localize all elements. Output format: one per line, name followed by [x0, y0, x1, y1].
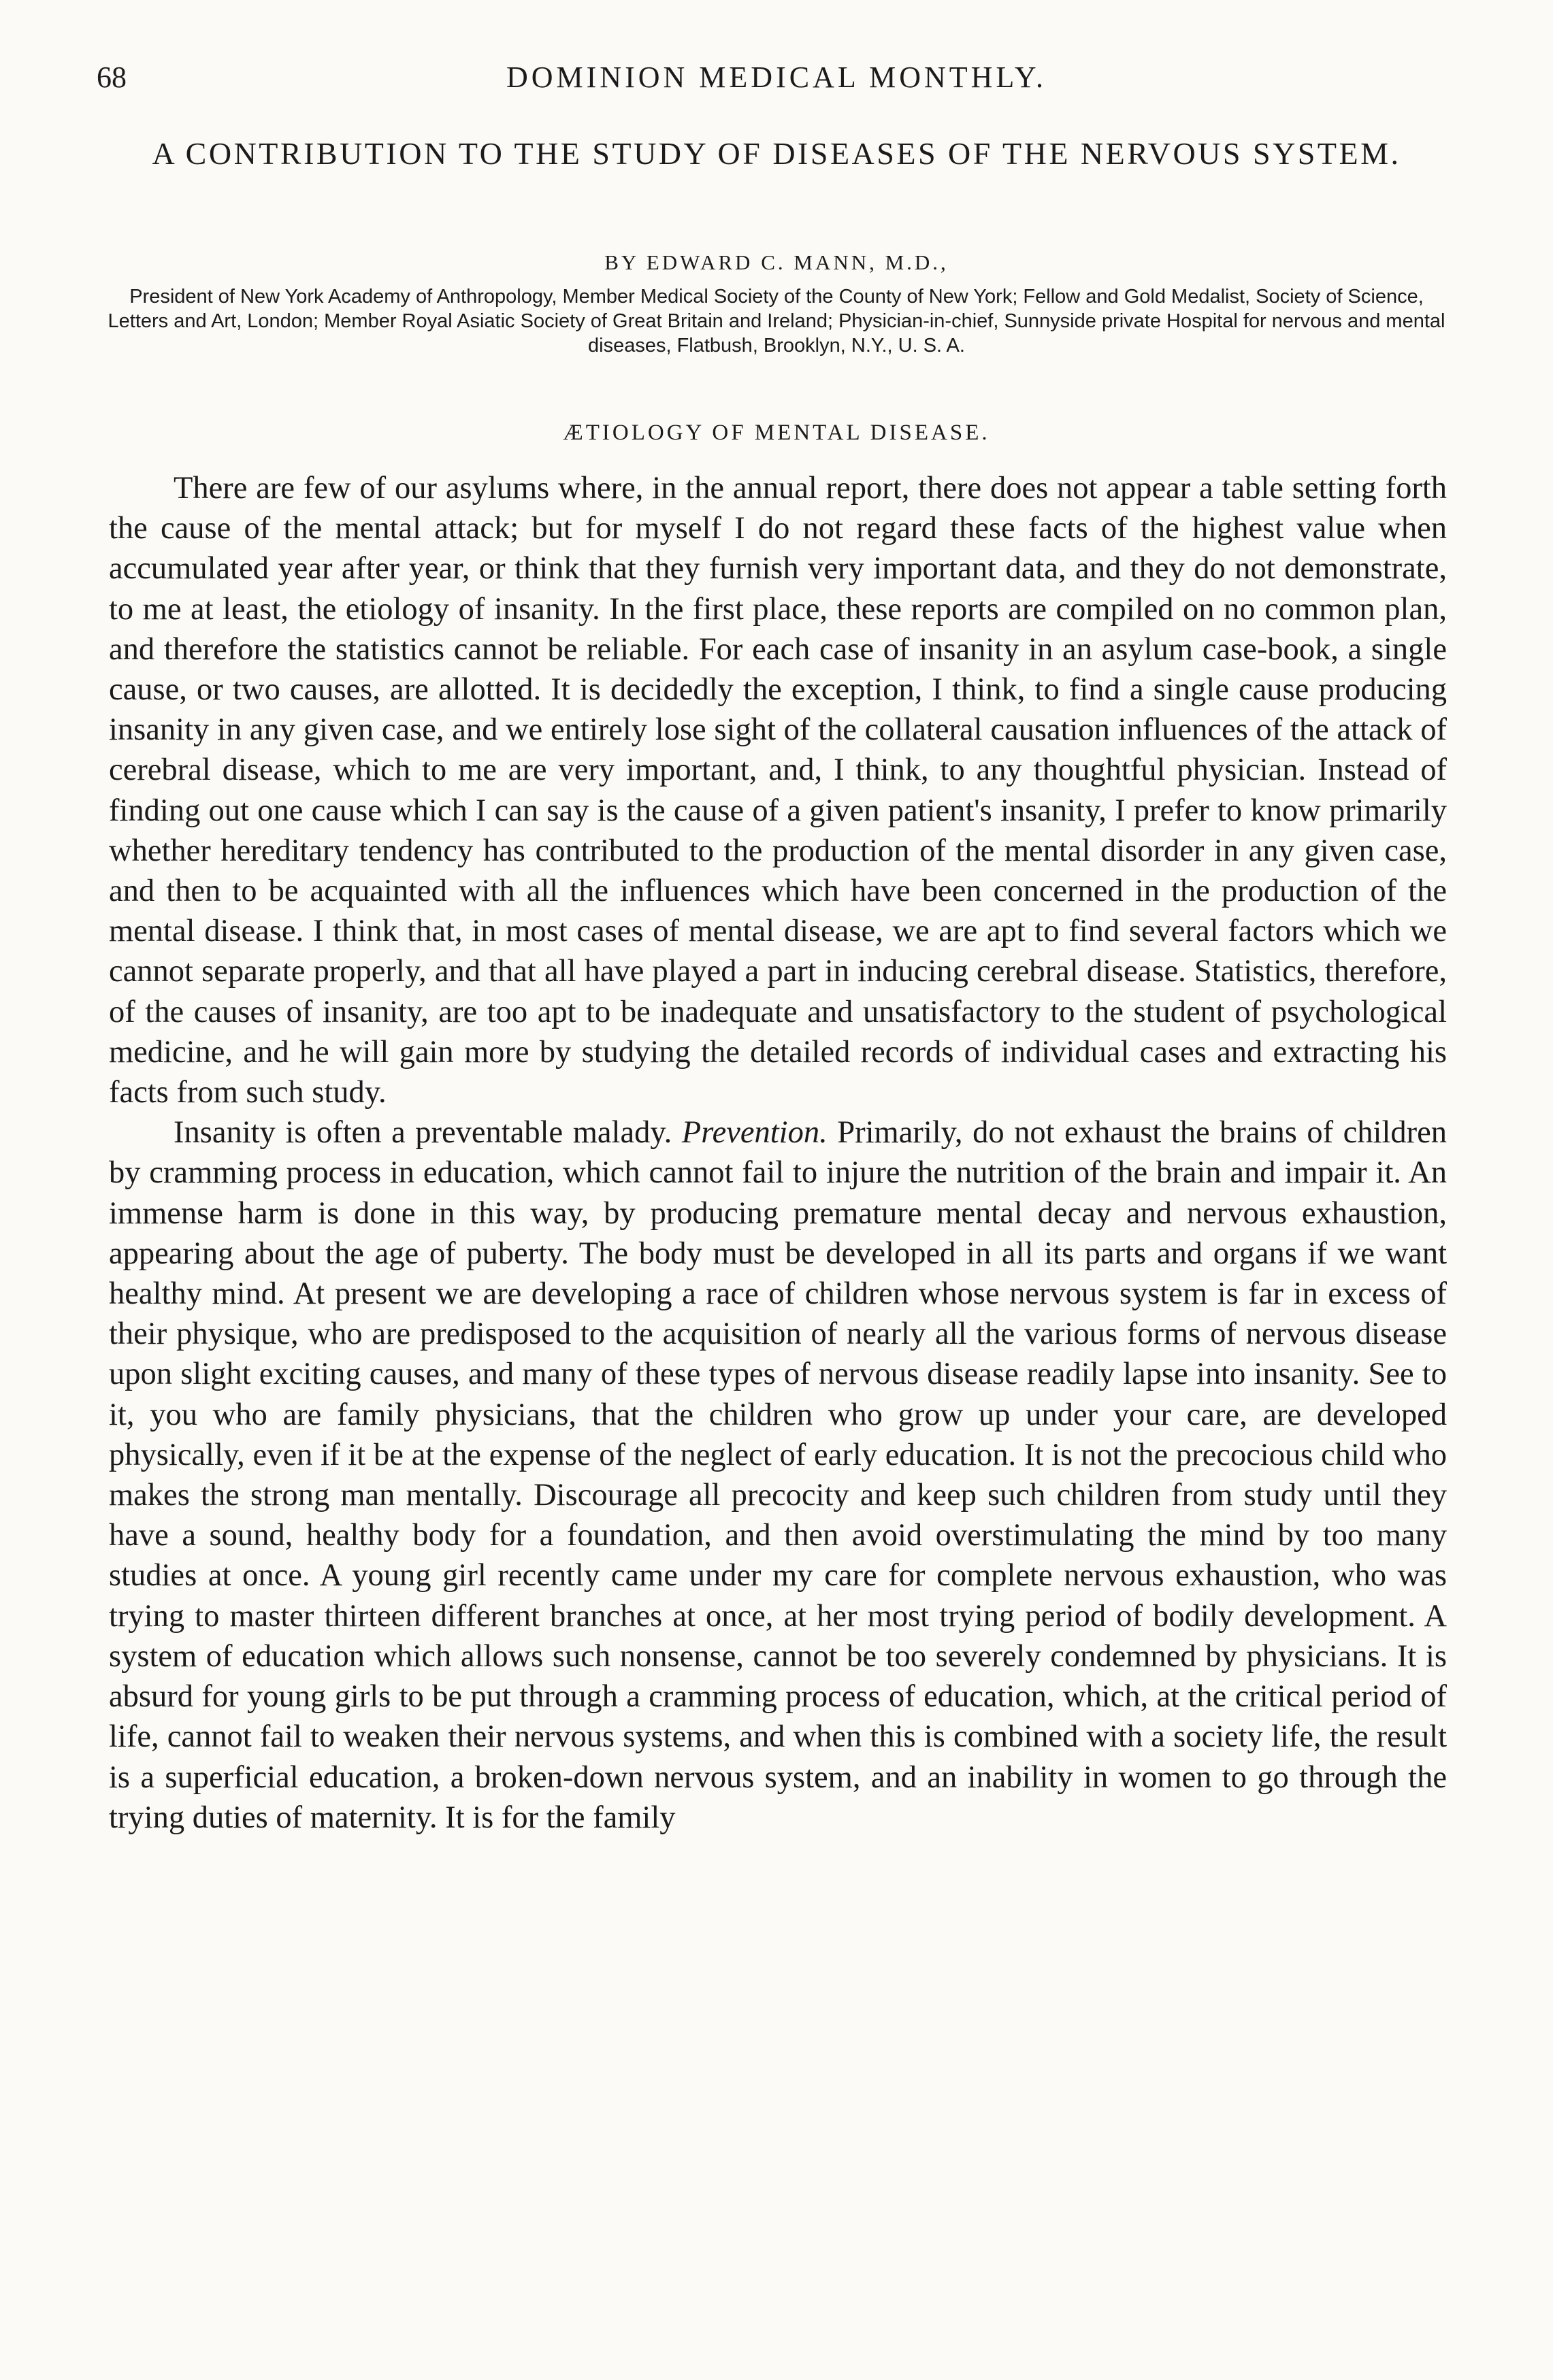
paragraph [109, 1112, 1447, 1838]
paragraph-rest: Primarily, do not exhaust the brains of children by cramming process in education, which cannot fail to injure the nutrition of the brain and impair it. An immense harm is done in this way, by producing premature mental decay and nervous exhaustion, appearing about the age of puberty. The body must be developed in all its parts and organs if we want healthy mind. At present we are developing a race of children whose nervous system is far in excess of their physique, who are predisposed to the acquisition of nearly all the various forms of nervous disease upon slight exciting causes, and many of these types of nervous disease readily lapse into insanity. See to it, you who are family physicians, that the children who grow up under your care, are developed physically, even if it be at the expense of the neglect of early education. It is not the precocious child who makes the strong man mentally. Discourage all precocity and keep such children from study until they have a sound, healthy body for a foundation, and then avoid overstimulating the mind by too many studies at once. A young girl recently came under my care for complete nervous exhaustion, who was trying to master thirteen different branches at once, at her most trying period of bodily development. A system of education which allows such nonsense, cannot be too severely condemned by physicians. It is absurd for young girls to be put through a cramming process of education, which, at the critical period of life, cannot fail to weaken their nervous systems, and when this is combined with a society life, the result is a superficial education, a broken-down nervous system, and an inability in women to go through the trying duties of maternity. It is for the family [109, 1115, 1448, 1835]
journal-title: DOMINION MEDICAL MONTHLY. [506, 61, 1047, 94]
page-number: 68 [97, 61, 127, 94]
running-head [97, 60, 1456, 101]
italic-term: Prevention. [681, 1115, 828, 1151]
author-credentials: President of New York Academy of Anthropology, Member Medical Society of the County of New York; Fellow and Gold Medalist, Society of Science, Letters and Art, London; Member Royal Asiatic Society of Great Britain and Ireland; Physician-in-chief, Sunnyside private Hospital for nervous and mental diseases, Flatbush, Brooklyn, N.Y., U. S. A. [108, 286, 1445, 357]
article-title: A CONTRIBUTION TO THE STUDY OF DISEASES OF THE NERVOUS SYSTEM. [152, 136, 1401, 171]
paragraph: There are few of our asylums where, in the annual report, there does not appear a table setting forth the cause of the mental attack; but for myself I do not regard these facts of the highest value when accumulated year after year, or think that they furnish very important data, and they do not demonstrate, to me at least, the etiology of insanity. In the first place, these reports are compiled on no common plan, and therefore the statistics cannot be reliable. For each case of insanity in an asylum case-book, a single cause, or two causes, are allotted. It is decidedly the exception, I think, to find a single cause producing insanity in any given case, and we entirely lose sight of the collateral causation influences of the attack of cerebral disease, which to me are very important, and, I think, to any thoughtful physician. Instead of finding out one cause which I can say is the cause of a given patient's insanity, I prefer to know primarily whether hereditary tendency has contributed to the production of the mental disorder in any given case, and then to be acquainted with all the influences which have been concerned in the production of the mental disease. I think that, in most cases of mental disease, we are apt to find several factors which we cannot separate properly, and that all have played a part in inducing cerebral disease. Statistics, therefore, of the causes of insanity, are too apt to be inadequate and unsatisfactory to the student of psychological medicine, and he will gain more by studying the detailed records of individual cases and extracting his facts from such study. [109, 471, 1447, 1110]
section-subheading: ÆTIOLOGY OF MENTAL DISEASE. [563, 420, 990, 445]
article-body [109, 468, 1447, 1838]
paragraph-lead: Insanity is often a preventable malady. [174, 1115, 672, 1151]
author-byline: BY EDWARD C. MANN, M.D., [604, 250, 949, 274]
